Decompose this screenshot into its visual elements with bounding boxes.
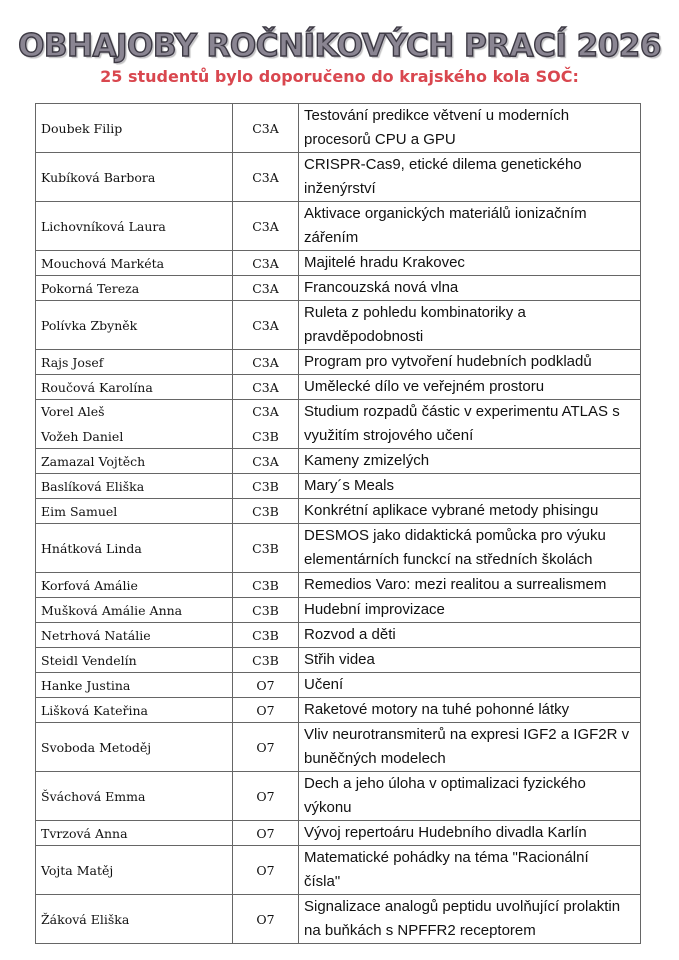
table-row (36, 821, 641, 846)
student-name: Doubek Filip (36, 104, 233, 153)
student-class: C3A (233, 449, 299, 474)
student-name: Zamazal Vojtěch (36, 449, 233, 474)
student-class: O7 (233, 772, 299, 821)
student-name: Mušková Amálie Anna (36, 598, 233, 623)
thesis-topic: Rozvod a děti (299, 623, 641, 648)
thesis-topic: Ruleta z pohledu kombinatoriky a pravděpodobnosti (299, 301, 641, 350)
student-class: C3B (233, 573, 299, 598)
student-class: O7 (233, 698, 299, 723)
student-class: O7 (233, 846, 299, 895)
table-row (36, 673, 641, 698)
table-row (36, 772, 641, 821)
student-class: C3A (233, 350, 299, 375)
table-row (36, 846, 641, 895)
student-name: Lišková Kateřina (36, 698, 233, 723)
table-row (36, 449, 641, 474)
student-class: C3B (252, 428, 279, 444)
thesis-topic: Kameny zmizelých (299, 449, 641, 474)
student-class: C3A (233, 251, 299, 276)
student-class: C3B (233, 623, 299, 648)
student-name: Eim Samuel (36, 499, 233, 524)
student-class: C3B (233, 648, 299, 673)
student-class: C3A (233, 153, 299, 202)
thesis-topic: Majitelé hradu Krakovec (299, 251, 641, 276)
student-name: Hnátková Linda (36, 524, 233, 573)
thesis-topic: Hudební improvizace (299, 598, 641, 623)
table-row (36, 375, 641, 400)
student-class: C3A (252, 403, 279, 419)
table-row (36, 648, 641, 673)
thesis-topic: Raketové motory na tuhé pohonné látky (299, 698, 641, 723)
student-name: Lichovníková Laura (36, 202, 233, 251)
table-row (36, 202, 641, 251)
table-row (36, 623, 641, 648)
student-name: Mouchová Markéta (36, 251, 233, 276)
student-class: C3A (233, 276, 299, 301)
page-subtitle: 25 studentů bylo doporučeno do krajského kola SOČ: (100, 67, 579, 86)
student-class: C3A (233, 301, 299, 350)
student-classes (233, 400, 299, 449)
student-class: C3A (233, 104, 299, 153)
table-row (36, 698, 641, 723)
student-name: Žáková Eliška (36, 895, 233, 944)
table-row (36, 573, 641, 598)
student-name: Vorel Aleš (41, 403, 105, 419)
table-row (36, 153, 641, 202)
thesis-topic: Signalizace analogů peptidu uvolňující prolaktin na buňkách s NPFFR2 receptorem (299, 895, 641, 944)
thesis-topic: Aktivace organických materiálů ionizačním zářením (299, 202, 641, 251)
table-row (36, 104, 641, 153)
table-row (36, 276, 641, 301)
student-name: Šváchová Emma (36, 772, 233, 821)
student-name: Baslíková Eliška (36, 474, 233, 499)
student-class: C3B (233, 598, 299, 623)
thesis-topic: Střih videa (299, 648, 641, 673)
table-row (36, 474, 641, 499)
table-row (36, 895, 641, 944)
thesis-topic: Testování predikce větvení u moderních procesorů CPU a GPU (299, 104, 641, 153)
thesis-topic: Matematické pohádky na téma "Racionální čísla" (299, 846, 641, 895)
table-row (36, 400, 641, 449)
thesis-topic: Mary´s Meals (299, 474, 641, 499)
thesis-topic: Vliv neurotransmiterů na expresi IGF2 a IGF2R v buněčných modelech (299, 723, 641, 772)
table-row (36, 350, 641, 375)
table-row (36, 301, 641, 350)
student-name: Kubíková Barbora (36, 153, 233, 202)
student-name: Rajs Josef (36, 350, 233, 375)
thesis-topic: Konkrétní aplikace vybrané metody phisingu (299, 499, 641, 524)
student-names (36, 400, 233, 449)
table-row (36, 723, 641, 772)
thesis-topic: Učení (299, 673, 641, 698)
thesis-topic: Umělecké dílo ve veřejném prostoru (299, 375, 641, 400)
student-name: Vojta Matěj (36, 846, 233, 895)
student-class: O7 (233, 895, 299, 944)
students-table (35, 103, 641, 944)
student-class: O7 (233, 723, 299, 772)
thesis-topic: CRISPR-Cas9, etické dilema genetického inženýrství (299, 153, 641, 202)
student-name: Pokorná Tereza (36, 276, 233, 301)
student-class: C3A (233, 202, 299, 251)
table-row (36, 598, 641, 623)
page-title: OBHAJOBY ROČNÍKOVÝCH PRACÍ 2026 (18, 28, 661, 64)
student-name: Hanke Justina (36, 673, 233, 698)
table-row (36, 499, 641, 524)
student-class: C3B (233, 524, 299, 573)
thesis-topic: Program pro vytvoření hudebních podkladů (299, 350, 641, 375)
student-class: C3B (233, 474, 299, 499)
thesis-topic: Studium rozpadů částic v experimentu ATLAS s využitím strojového učení (299, 400, 641, 449)
student-name: Roučová Karolína (36, 375, 233, 400)
student-name: Korfová Amálie (36, 573, 233, 598)
thesis-topic: DESMOS jako didaktická pomůcka pro výuku elementárních funckcí na středních školách (299, 524, 641, 573)
student-class: C3B (233, 499, 299, 524)
student-name: Netrhová Natálie (36, 623, 233, 648)
thesis-topic: Vývoj repertoáru Hudebního divadla Karlín (299, 821, 641, 846)
thesis-topic: Dech a jeho úloha v optimalizaci fyzického výkonu (299, 772, 641, 821)
thesis-topic: Remedios Varo: mezi realitou a surrealismem (299, 573, 641, 598)
table-row (36, 251, 641, 276)
student-name: Polívka Zbyněk (36, 301, 233, 350)
student-name: Tvrzová Anna (36, 821, 233, 846)
table-row (36, 524, 641, 573)
student-name: Vožeh Daniel (41, 428, 124, 444)
student-name: Svoboda Metoděj (36, 723, 233, 772)
student-name: Steidl Vendelín (36, 648, 233, 673)
student-class: O7 (233, 821, 299, 846)
thesis-topic: Francouzská nová vlna (299, 276, 641, 301)
student-class: C3A (233, 375, 299, 400)
student-class: O7 (233, 673, 299, 698)
